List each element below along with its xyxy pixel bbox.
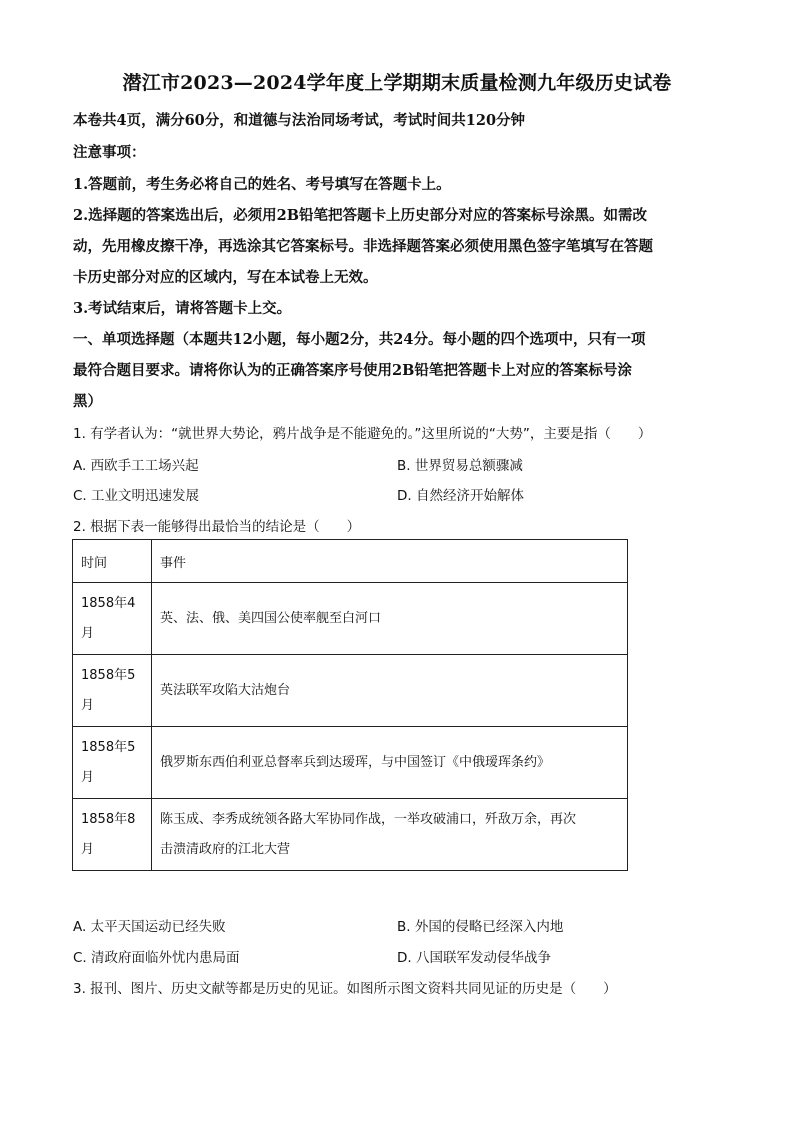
events-table <box>72 539 628 871</box>
table-header-time: 时间 <box>73 540 152 583</box>
table-row <box>73 583 628 655</box>
section-heading-line: 一、单项选择题（本题共12小题，每小题2分，共24分。每小题的四个选项中，只有一项 <box>73 331 646 348</box>
question-2-option-c: C. 清政府面临外忧内患局面 <box>73 950 240 966</box>
question-1-option-a: A. 西欧手工工场兴起 <box>73 458 199 474</box>
note-line: 2.选择题的答案选出后，必须用2B铅笔把答题卡上历史部分对应的答案标号涂黑。如需改 <box>73 207 647 224</box>
table-cell-time: 1858年8 月 <box>73 799 152 871</box>
table-row <box>73 727 628 799</box>
table-cell-event: 陈玉成、李秀成统领各路大军协同作战，一举攻破浦口，歼敌万余，再次 击溃清政府的江北大营 <box>152 799 628 871</box>
table-cell-event: 英法联军攻陷大沽炮台 <box>152 655 628 727</box>
question-3-stem: 3. 报刊、图片、历史文献等都是历史的见证。如图所示图文资料共同见证的历史是（ ） <box>73 981 617 997</box>
section-heading-line: 黑） <box>73 393 102 410</box>
notes-heading: 注意事项： <box>73 144 146 161</box>
exam-title: 潜江市2023—2024学年度上学期期末质量检测九年级历史试卷 <box>122 72 672 94</box>
table-cell-event: 英、法、俄、美四国公使率舰至白河口 <box>152 583 628 655</box>
table-header-row <box>73 540 628 583</box>
question-2-option-a: A. 太平天国运动已经失败 <box>73 919 226 935</box>
question-2-stem: 2. 根据下表一能够得出最恰当的结论是（ ） <box>73 519 361 535</box>
section-heading-line: 最符合题目要求。请将你认为的正确答案序号使用2B铅笔把答题卡上对应的答案标号涂 <box>73 362 632 379</box>
question-2-option-b: B. 外国的侵略已经深入内地 <box>397 919 564 935</box>
note-line: 1.答题前，考生务必将自己的姓名、考号填写在答题卡上。 <box>73 176 451 193</box>
note-line: 3.考试结束后，请将答题卡上交。 <box>73 300 292 317</box>
table-header-event: 事件 <box>152 540 628 583</box>
exam-intro: 本卷共4页，满分60分，和道德与法治同场考试，考试时间共120分钟 <box>73 112 526 129</box>
question-2-option-d: D. 八国联军发动侵华战争 <box>397 950 551 966</box>
table-cell-time: 1858年5 月 <box>73 655 152 727</box>
table-cell-time: 1858年5 月 <box>73 727 152 799</box>
table-row <box>73 799 628 871</box>
table-cell-time: 1858年4 月 <box>73 583 152 655</box>
table-row <box>73 655 628 727</box>
question-1-option-b: B. 世界贸易总额骤减 <box>397 458 523 474</box>
question-1-stem: 1. 有学者认为：“就世界大势论，鸦片战争是不能避免的。”这里所说的“大势”，主要是指（ ） <box>73 426 652 442</box>
note-line: 卡历史部分对应的区域内，写在本试卷上无效。 <box>73 269 378 286</box>
question-1-option-c: C. 工业文明迅速发展 <box>73 488 200 504</box>
table-cell-event: 俄罗斯东西伯利亚总督率兵到达瑷珲，与中国签订《中俄瑷珲条约》 <box>152 727 628 799</box>
question-1-option-d: D. 自然经济开始解体 <box>397 488 524 504</box>
note-line: 动，先用橡皮擦干净，再选涂其它答案标号。非选择题答案必须使用黑色签字笔填写在答题 <box>73 238 653 255</box>
